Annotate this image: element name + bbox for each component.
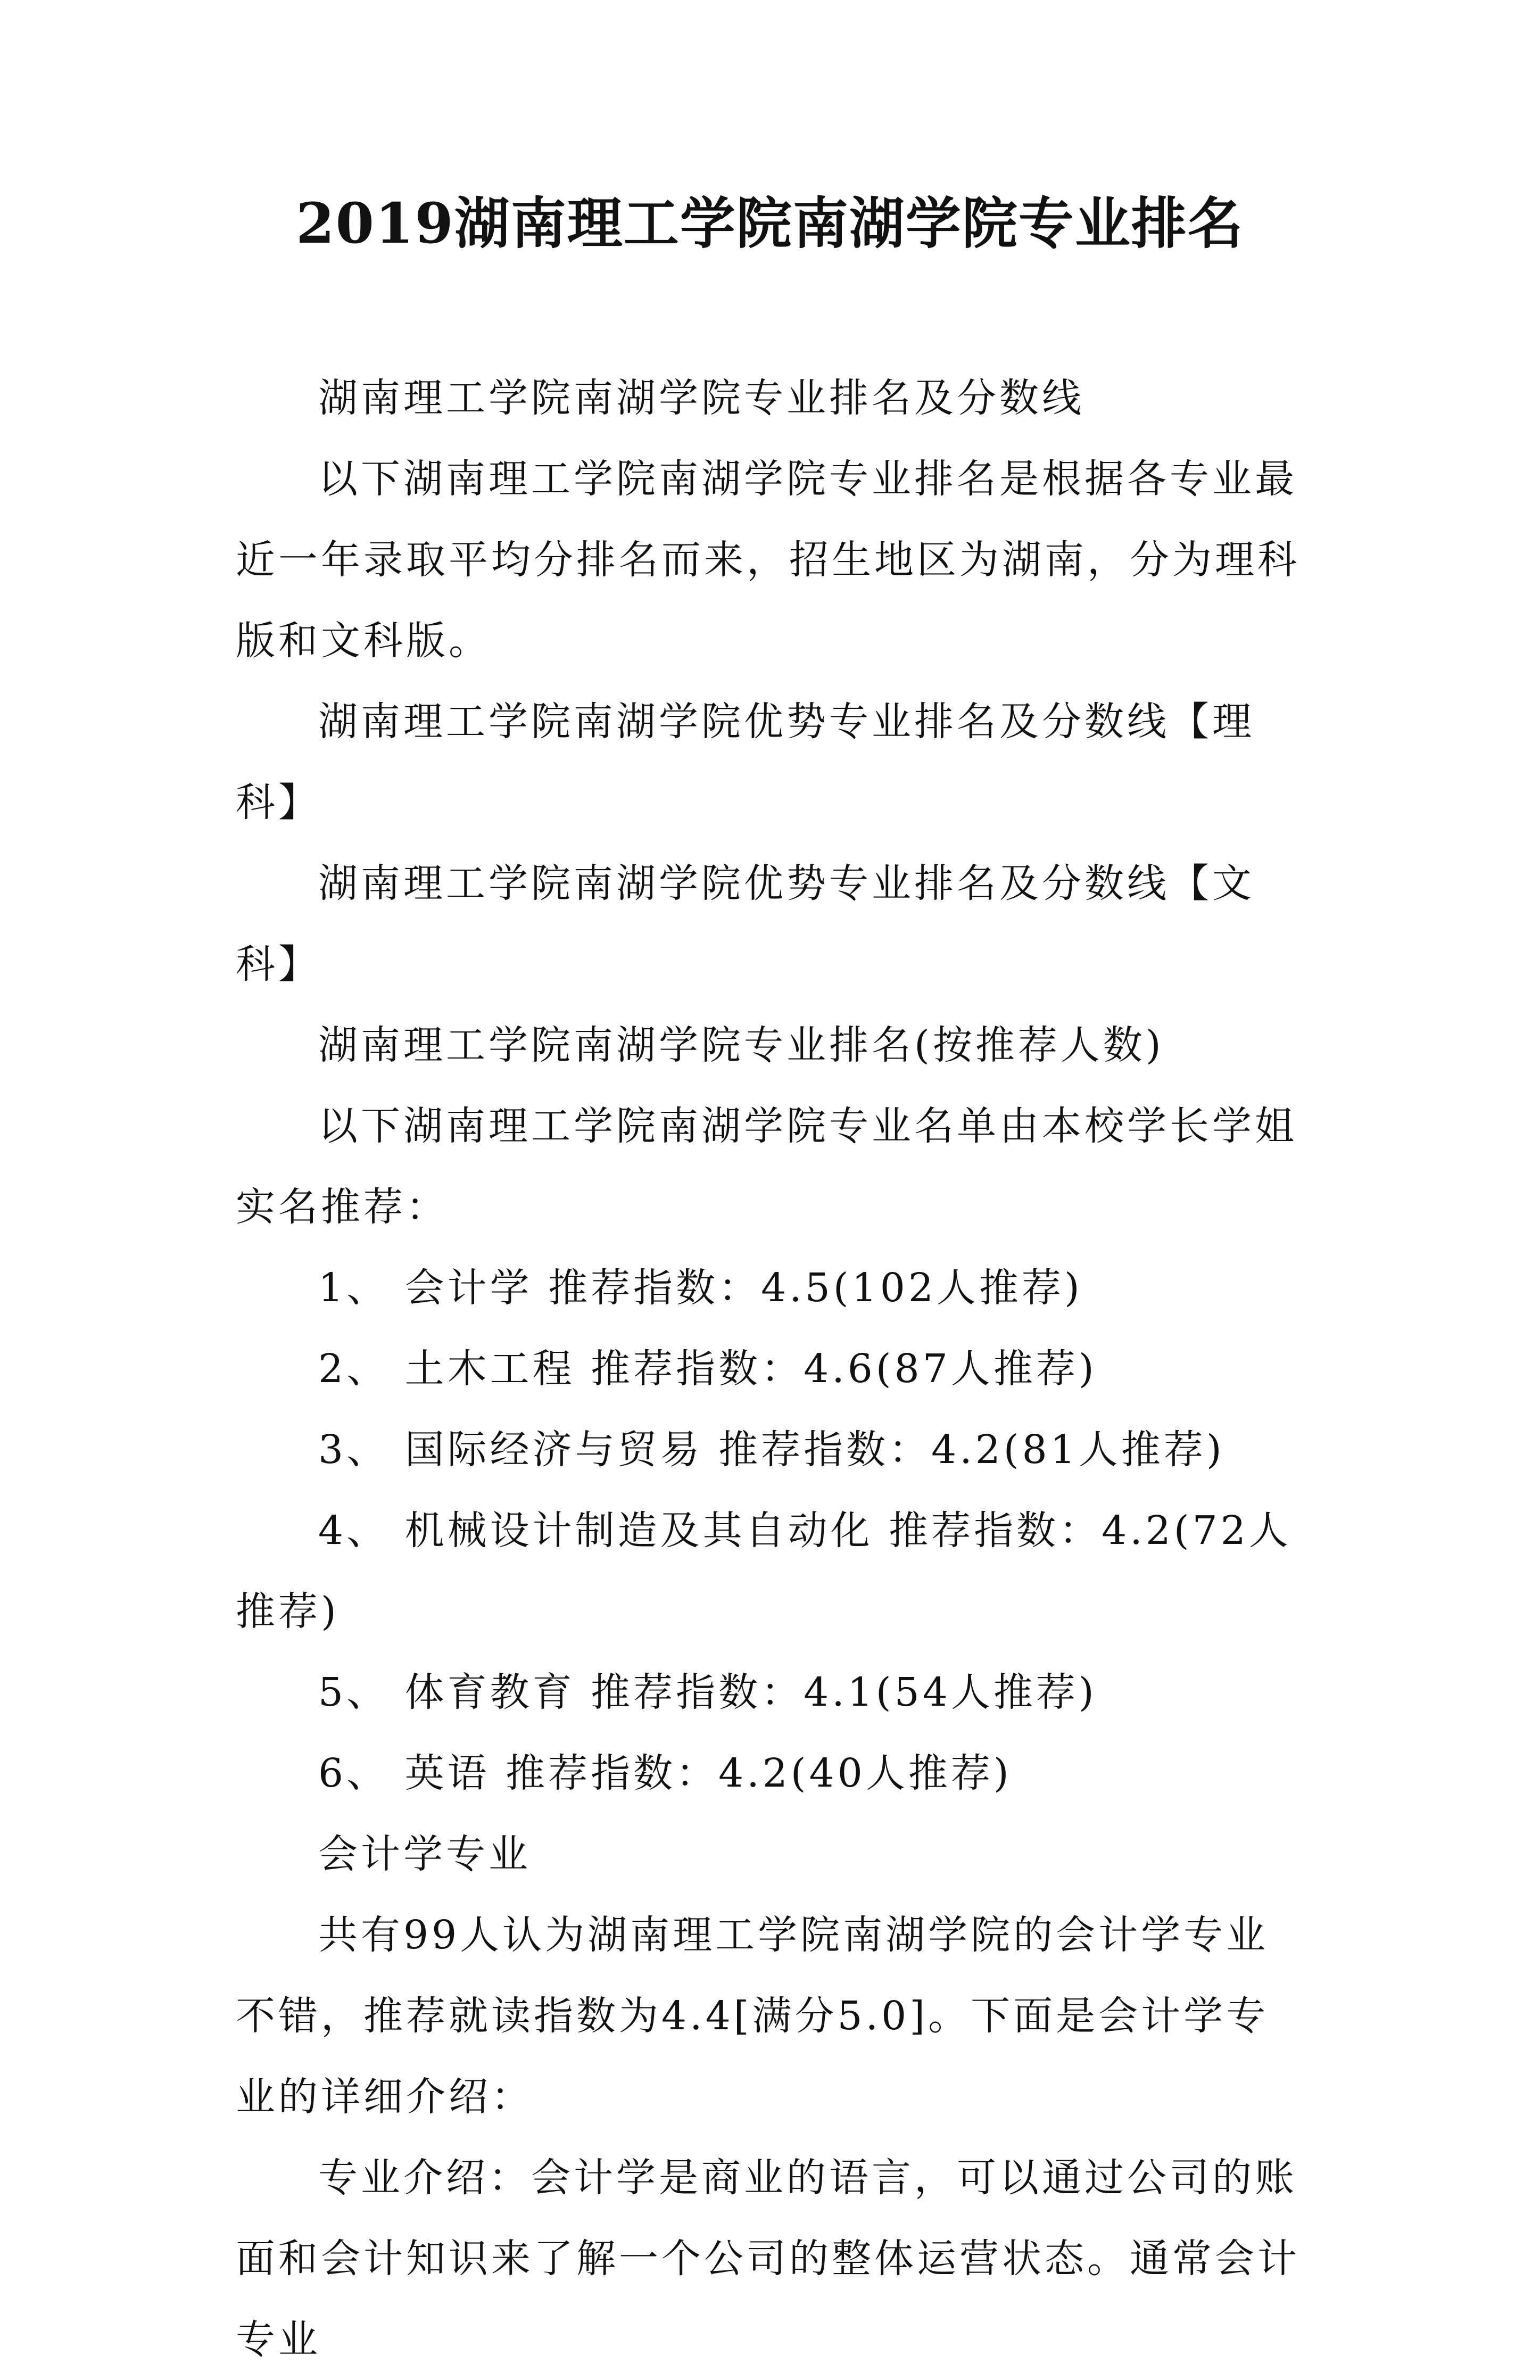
paragraph: 专业介绍：会计学是商业的语言，可以通过公司的账面和会计知识来了解一个公司的整体运营状态。通常会计专业 (236, 2155, 1300, 2362)
list-item: 4、 机械设计制造及其自动化 推荐指数：4.2(72人推荐) (236, 1508, 1291, 1634)
list-item: 1、 会计学 推荐指数：4.5(102人推荐) (318, 1265, 1083, 1311)
list-item: 5、 体育教育 推荐指数：4.1(54人推荐) (318, 1670, 1097, 1715)
paragraph: 以下湖南理工学院南湖学院专业排名是根据各专业最近一年录取平均分排名而来，招生地区为湖南，分为理科版和文科版。 (236, 456, 1300, 664)
list-item: 6、 英语 推荐指数：4.2(40人推荐) (318, 1750, 1012, 1796)
document-body (236, 358, 1306, 2380)
paragraph: 湖南理工学院南湖学院优势专业排名及分数线【文科】 (236, 861, 1255, 987)
document-title: 2019湖南理工学院南湖学院专业排名 (296, 191, 1244, 256)
paragraph: 以下湖南理工学院南湖学院专业名单由本校学长学姐实名推荐： (236, 1103, 1297, 1230)
paragraph: 湖南理工学院南湖学院优势专业排名及分数线【理科】 (236, 699, 1255, 825)
paragraph: 湖南理工学院南湖学院专业排名及分数线 (318, 375, 1084, 421)
section-heading: 会计学专业 (318, 1831, 531, 1877)
list-item: 3、 国际经济与贸易 推荐指数：4.2(81人推荐) (318, 1427, 1225, 1473)
paragraph: 共有99人认为湖南理工学院南湖学院的会计学专业不错，推荐就读指数为4.4[满分5.0]。下面是会计学专业的详细介绍： (236, 1912, 1269, 2120)
paragraph: 湖南理工学院南湖学院专业排名(按推荐人数) (318, 1022, 1164, 1068)
list-item: 2、 土木工程 推荐指数：4.6(87人推荐) (318, 1346, 1097, 1392)
